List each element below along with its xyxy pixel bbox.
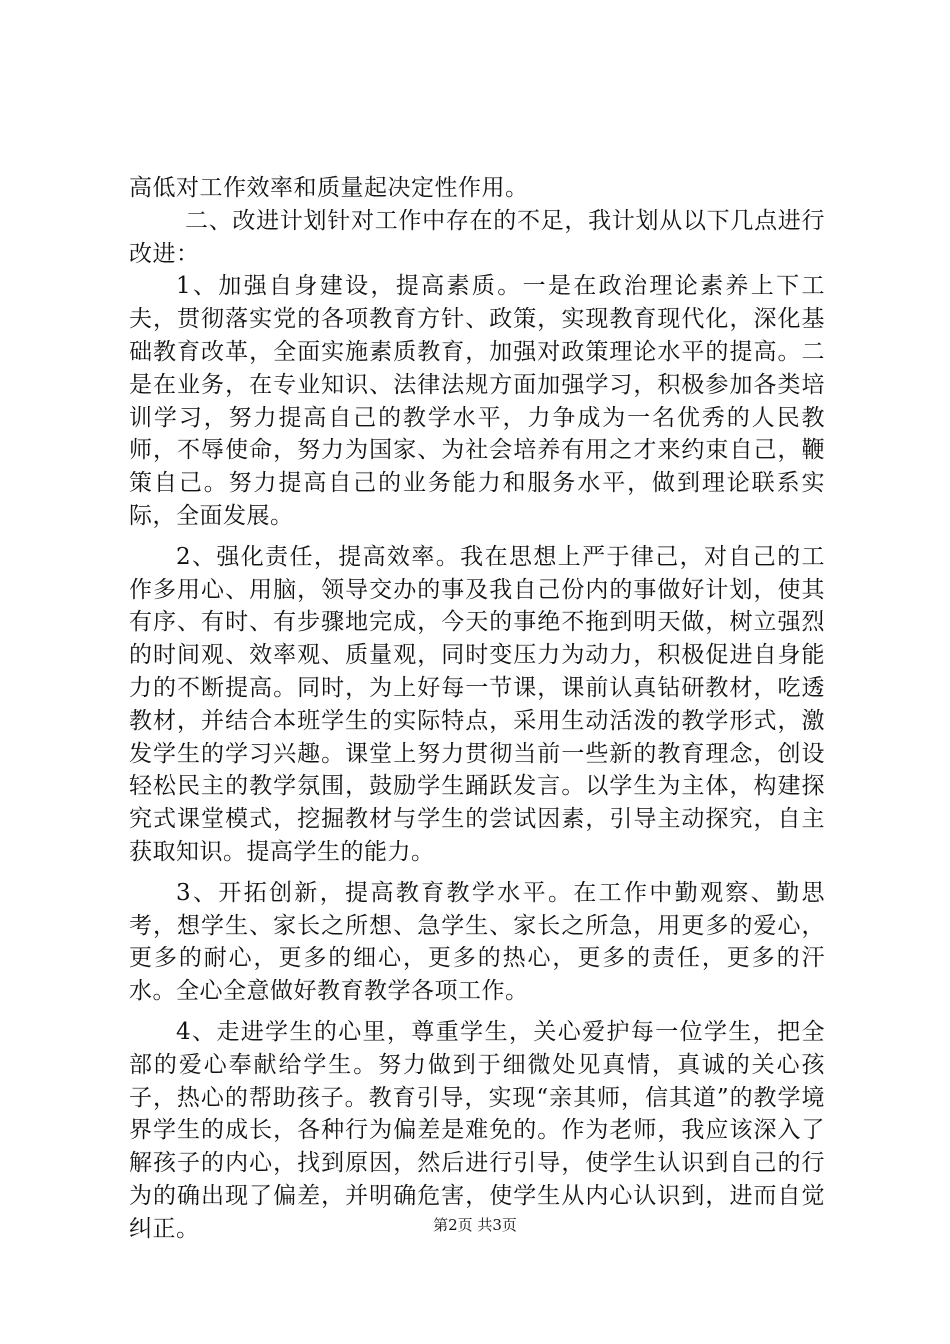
page-number-footer: 第2页 共3页 [433,1216,517,1234]
paragraph-item-4: 4、走进学生的心里，尊重学生，关心爱护每一位学生，把全部的爱心奉献给学生。努力做到于细微处见真情，真诚的关心孩子，热心的帮助孩子。教育引导，实现“亲其师，信其道”的教学境界学生的成长，各种行为偏差是难免的。作为老师，我应该深入了解孩子的内心，找到原因，然后进行引导，使学生认识到自己的行为的确出现了偏差，并明确危害，使学生从内心认识到，进而自觉纠正。 [129,1018,825,1242]
paragraph-item-3: 3、开拓创新，提高教育教学水平。在工作中勤观察、勤思考，想学生、家长之所想、急学生、家长之所急，用更多的爱心，更多的耐心，更多的细心，更多的热心，更多的责任，更多的汗水。全心全意做好教育教学各项工作。 [129,879,825,1005]
paragraph-continuation: 高低对工作效率和质量起决定性作用。 [129,175,529,201]
paragraph-item-1: 1、加强自身建设，提高素质。一是在政治理论素养上下工夫，贯彻落实党的各项教育方针、政策，实现教育现代化，深化基础教育改革，全面实施素质教育，加强对政策理论水平的提高。二是在业务，在专业知识、法律法规方面加强学习，积极参加各类培训学习，努力提高自己的教学水平，力争成为一名优秀的人民教师，不辱使命，努力为国家、为社会培养有用之才来约束自己，鞭策自己。努力提高自己的业务能力和服务水平，做到理论联系实际，全面发展。 [129,273,825,529]
document-body [129,172,825,1246]
paragraph-item-2: 2、强化责任，提高效率。我在思想上严于律己，对自己的工作多用心、用脑，领导交办的事及我自己份内的事做好计划，使其有序、有时、有步骤地完成，今天的事绝不拖到明天做，树立强烈的时间观、效率观、质量观，同时变压力为动力，积极促进自身能力的不断提高。同时，为上好每一节课，课前认真钻研教材，吃透教材，并结合本班学生的实际特点，采用生动活泼的教学形式，激发学生的学习兴趣。课堂上努力贯彻当前一些新的教育理念，创设轻松民主的教学氛围，鼓励学生踊跃发言。以学生为主体，构建探究式课堂模式，挖掘教材与学生的尝试因素，引导主动探究，自主获取知识。提高学生的能力。 [129,543,825,865]
paragraph-improvement-plan: 二、改进计划针对工作中存在的不足，我计划从以下几点进行改进： [129,207,825,267]
